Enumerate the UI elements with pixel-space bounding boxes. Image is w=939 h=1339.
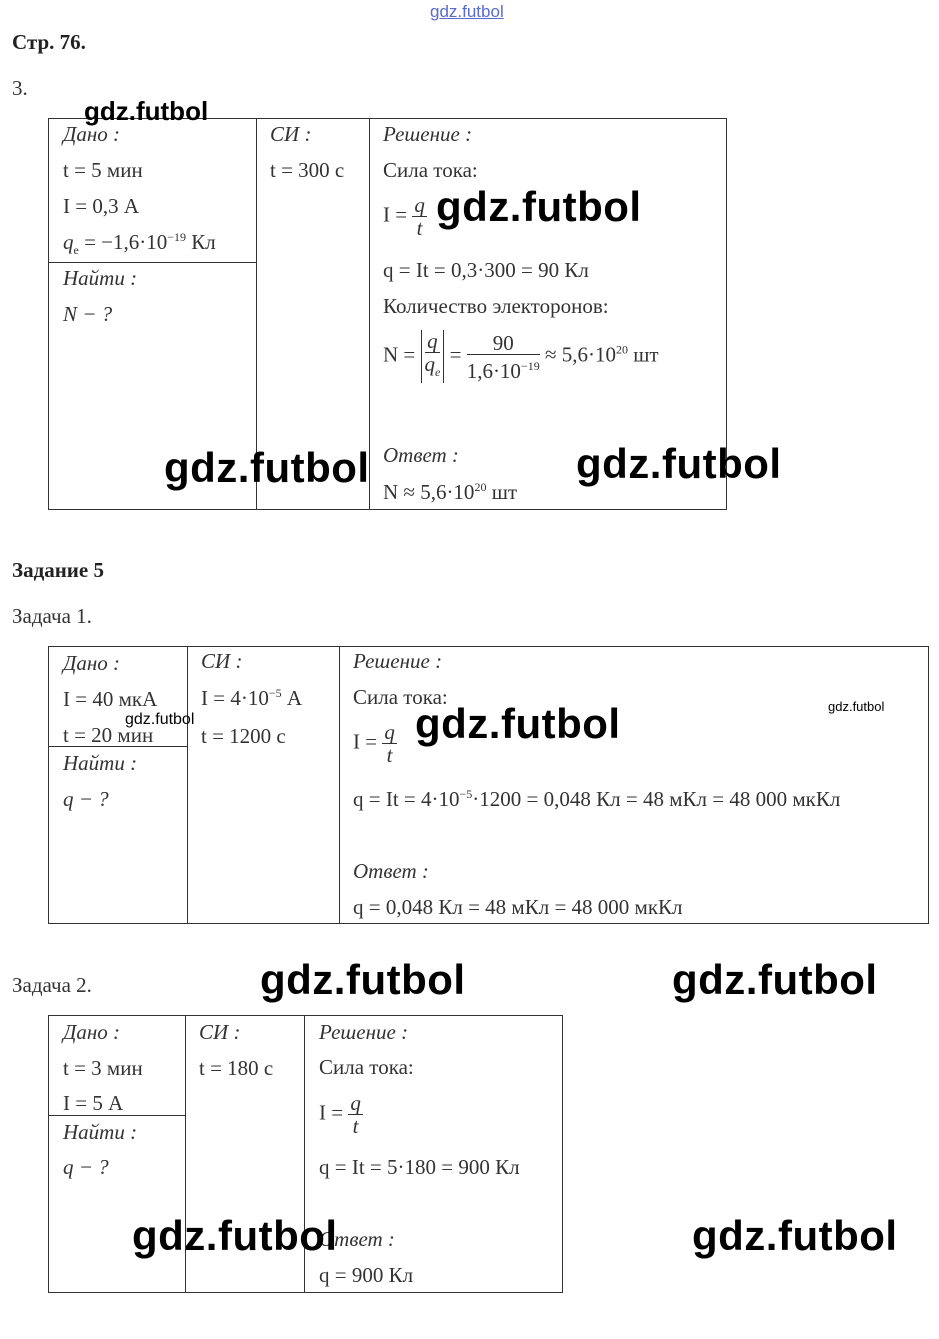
- watermark: gdz.futbol: [692, 1212, 898, 1259]
- watermark: gdz.futbol: [164, 444, 370, 491]
- watermark: gdz.futbol: [672, 956, 878, 1003]
- p1-find-value: q − ?: [63, 787, 109, 811]
- p2-find-label: Найти :: [63, 1120, 138, 1144]
- p1-given-time: t = 20 мин: [63, 723, 154, 747]
- watermark: gdz.futbol: [132, 1212, 338, 1259]
- watermark: gdz.futbol: [84, 96, 209, 126]
- task5-problem1-table: [48, 646, 929, 924]
- p1-charge-calc: $q = It = 4\cdot 10^{-5}\cdot 1200 = 0,048$ Кл = 48 мКл = 48 000 мкКл: [353, 787, 841, 811]
- p1-given-label: Дано :: [63, 651, 121, 675]
- watermark: gdz.futbol: [576, 440, 782, 487]
- p1-si-label: СИ :: [201, 649, 243, 673]
- p2-current-formula: I = $\frac{q}{t}$: [319, 1091, 361, 1138]
- p2-given-time: t = 3 мин: [63, 1056, 143, 1080]
- p1-current-title: Сила тока:: [353, 685, 448, 709]
- page-heading: Стр. 76.: [12, 30, 86, 54]
- task5-problem2-title: Задача 2.: [12, 973, 92, 997]
- watermark: gdz.futbol: [436, 183, 642, 230]
- current-formula: I = $\frac{q}{t}$: [383, 193, 425, 240]
- problem3-number: 3.: [12, 76, 28, 100]
- si-value: t = 300 с: [270, 158, 345, 182]
- p1-si-time: t = 1200 с: [201, 724, 286, 748]
- p1-solution-label: Решение :: [353, 649, 443, 673]
- problem3-given-separator: [48, 262, 256, 263]
- p1-given-current: I = 40 мкА: [63, 687, 158, 711]
- p1-current-formula: I = $\frac{q}{t}$: [353, 720, 395, 767]
- p2-si-value: t = 180 с: [199, 1056, 274, 1080]
- p2-si-label: СИ :: [199, 1020, 241, 1044]
- p1-divider-1: [187, 646, 188, 923]
- count-formula: N = $\frac{q}{q_e}$ = $\frac{90}{1,6\cdot 10^{-19}}$ ≈ $5,6\cdot 10^{20}$ шт: [383, 329, 659, 383]
- current-title: Сила тока:: [383, 158, 478, 182]
- solution-label: Решение :: [383, 122, 473, 146]
- find-value: N − ?: [63, 302, 113, 326]
- p2-answer-value: q = 900 Кл: [319, 1263, 414, 1287]
- p2-find-value: q − ?: [63, 1155, 109, 1179]
- p1-find-label: Найти :: [63, 751, 138, 775]
- answer-label: Ответ :: [383, 443, 459, 467]
- watermark: gdz.futbol: [828, 699, 885, 714]
- p1-answer-label: Ответ :: [353, 859, 429, 883]
- given-time: t = 5 мин: [63, 158, 143, 182]
- p2-solution-label: Решение :: [319, 1020, 409, 1044]
- answer-value: $N \approx 5,6\cdot 10^{20}$ шт: [383, 480, 518, 504]
- p2-current-title: Сила тока:: [319, 1055, 414, 1079]
- p1-divider-2: [339, 646, 340, 923]
- watermark: gdz.futbol: [415, 700, 621, 747]
- task5-heading: Задание 5: [12, 558, 104, 582]
- given-charge: $q_e = -1,6\cdot 10^{-19}$ Кл: [63, 230, 216, 258]
- given-label: Дано :: [63, 122, 121, 146]
- p1-answer-value: q = 0,048 Кл = 48 мКл = 48 000 мкКл: [353, 895, 683, 919]
- count-title: Количество электоронов:: [383, 294, 609, 318]
- watermark: gdz.futbol: [260, 956, 466, 1003]
- find-label: Найти :: [63, 266, 138, 290]
- p2-answer-label: Ответ :: [319, 1227, 395, 1251]
- given-current: I = 0,3 А: [63, 194, 140, 218]
- p2-given-label: Дано :: [63, 1020, 121, 1044]
- task5-problem1-title: Задача 1.: [12, 604, 92, 628]
- p1-si-current: $I = 4\cdot 10^{-5}$ А: [201, 686, 303, 710]
- p2-given-current: I = 5 А: [63, 1091, 124, 1115]
- p2-charge-calc: q = It = 5·180 = 900 Кл: [319, 1155, 520, 1179]
- watermark: gdz.futbol: [125, 711, 195, 728]
- charge-calc: q = It = 0,3·300 = 90 Кл: [383, 258, 589, 282]
- top-watermark[interactable]: gdz.futbol: [430, 2, 504, 21]
- si-label: СИ :: [270, 122, 312, 146]
